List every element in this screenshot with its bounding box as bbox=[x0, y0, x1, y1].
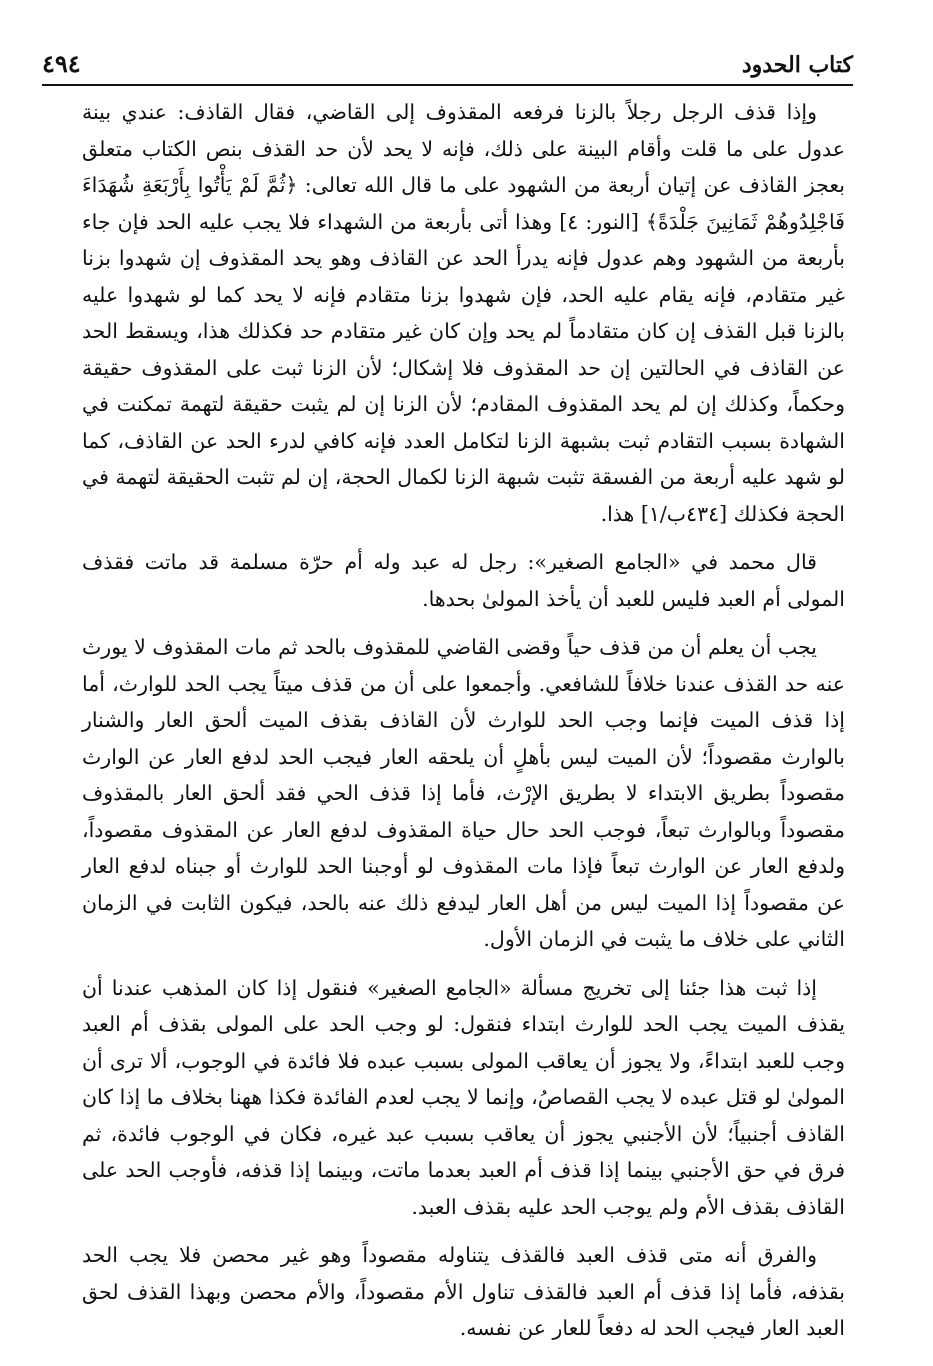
paragraph: يجب أن يعلم أن من قذف حياً وقضى القاضي للمقذوف بالحد ثم مات المقذوف لا يورث عنه حد القذف عندنا خلافاً للشافعي. وأجمعوا على أن من قذف ميتاً يجب الحد للوارث، أما إذا قذف الميت فإنما وجب الحد للوارث لأن القاذف بقذف الميت ألحق العار والشنار بالوارث مقصوداً؛ لأن الميت ليس بأهلٍ أن يلحقه العار فيجب الحد لدفع العار عن الوارث مقصوداً بطريق الابتداء لا بطريق الإرْث، فأما إذا قذف الحي فقد ألحق العار بالمقذوف مقصوداً وبالوارث تبعاً، فوجب الحد حال حياة المقذوف لدفع العار عن المقذوف مقصوداً، ولدفع العار عن الوارث تبعاً فإذا مات المقذوف لو أوجبنا الحد للوارث أو جبناه لدفع العار عن مقصوداً إذا الميت ليس من أهل العار ليدفع ذلك عنه بالحد، فيكون الثابت في الزمان الثاني على خلاف ما يثبت في الزمان الأول. bbox=[82, 635, 845, 951]
paragraph: إذا ثبت هذا جئنا إلى تخريج مسألة «الجامع الصغير» فنقول إذا كان المذهب عندنا أن يقذف الميت يجب الحد للوارث ابتداء فنقول: لو وجب الحد على المولى بقذف أم العبد وجب للعبد ابتداءً، ولا يجوز أن يعاقب المولى بسبب عبده فلا فائدة في الوجوب، ألا ترى أن المولىٰ لو قتل عبده لا يجب القصاصُ، وإنما لا يجب لعدم الفائدة فكذا ههنا بخلاف ما إذا كان القاذف أجنبياً؛ لأن الأجنبي يجوز أن يعاقب بسبب عبد غيره، فكان في الوجوب فائدة، ثم فرق في حق الأجنبي بينما إذا قذف أم العبد بعدما ماتت، وبينما إذا قذفه، فأوجب الحد على القاذف بقذف الأم ولم يوجب الحد عليه بقذف العبد. bbox=[82, 975, 845, 1219]
page-header bbox=[42, 38, 853, 86]
paragraph: والفرق أنه متى قذف العبد فالقذف يتناوله مقصوداً وهو غير محصن فلا يجب الحد بقذفه، فأما إذا قذف أم العبد فالقذف تناول الأم مقصوداً، والأم محصن وبهذا القذف لحق العبد العار فيجب الحد له دفعاً للعار عن نفسه. bbox=[82, 1243, 845, 1340]
paragraph: قال محمد في «الجامع الصغير»: رجل له عبد وله أم حرّة مسلمة قد ماتت فقذف المولى أم العبد فليس للعبد أن يأخذ المولىٰ بحدها. bbox=[82, 550, 845, 611]
page-number: ٤٩٤ bbox=[42, 49, 81, 78]
paragraph: وإذا قذف الرجل رجلاً بالزنا فرفعه المقذوف إلى القاضي، فقال القاذف: عندي بينة عدول على ما قلت وأقام البينة على ذلك، فإنه لا يحد لأن حد القذف بنص الكتاب متعلق بعجز القاذف عن إتيان أربعة من الشهود على ما قال الله تعالى: ﴿ثُمَّ لَمْ يَأْتُوا بِأَرْبَعَةِ شُهَدَاءَ فَاجْلِدُوهُمْ ثَمَانِينَ جَلْدَةً﴾ [النور: ٤] وهذا أتى بأربعة من الشهداء فلا يجب عليه الحد فإن جاء بأربعة من الشهود وهم عدول فإنه يدرأ الحد عن القاذف وهو يحد المقذوف إن شهدوا بزنا غير متقادم، فإنه يقام عليه الحد، فإن شهدوا بزنا متقادم فإنه لا يحد كما لو شهدوا عليه بالزنا قبل القذف إن كان متقادماً لم يحد وإن كان غير متقادم حد فكذلك هذا، ويسقط الحد عن القاذف في الحالتين إن حد المقذوف فلا إشكال؛ لأن الزنا ثبت على المقذوف حقيقة وحكماً، وكذلك إن لم يحد المقذوف المقادم؛ لأن الزنا إن لم يثبت حقيقة لتهمة تمكنت في الشهادة بسبب التقادم ثبت بشبهة الزنا لتكامل العدد فإنه كافي لدرء الحد عن القاذف، كما لو شهد عليه أربعة من الفسقة تثبت شبهة الزنا لكمال الحجة، إن لم تثبت الحقيقة لتهمة في الحجة فكذلك [٤٣٤ب/١] هذا. bbox=[82, 100, 845, 526]
running-title: كتاب الحدود bbox=[741, 52, 853, 78]
page-body bbox=[82, 94, 845, 1359]
